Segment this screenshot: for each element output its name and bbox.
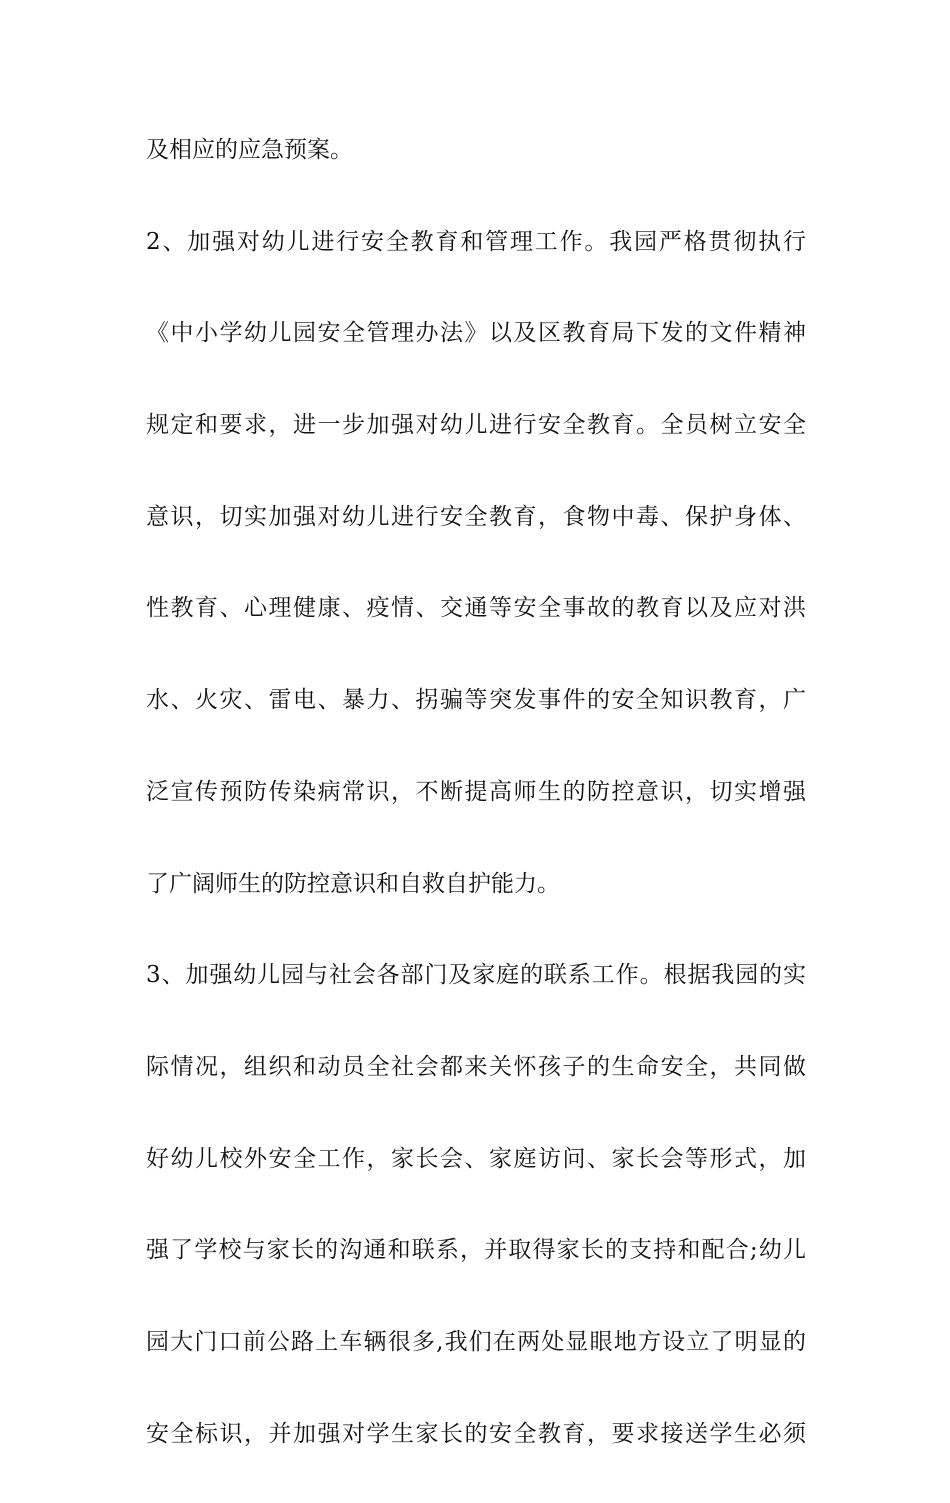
text-line-8: 泛宣传预防传染病常识，不断提高师生的防控意识，切实增强 [146,778,806,805]
document-body [146,128,806,1503]
text-line-1: 及相应的应急预案。 [146,137,353,163]
text-line-12: 好幼儿校外安全工作，家长会、家庭访问、家长会等形式，加 [146,1145,806,1172]
text-line-3: 《中小学幼儿园安全管理办法》以及区教育局下发的文件精神 [146,320,806,347]
text-line-2: 2、加强对幼儿进行安全教育和管理工作。我园严格贯彻执行 [146,228,806,255]
text-line-11: 际情况，组织和动员全社会都来关怀孩子的生命安全，共同做 [146,1053,806,1080]
text-line-10: 3、加强幼儿园与社会各部门及家庭的联系工作。根据我园的实 [146,962,806,989]
text-line-13: 强了学校与家长的沟通和联系，并取得家长的支持和配合;幼儿 [146,1237,806,1264]
text-line-6: 性教育、心理健康、疫情、交通等安全事故的教育以及应对洪 [146,595,806,622]
text-line-15: 安全标识，并加强对学生家长的安全教育，要求接送学生必须 [146,1420,806,1447]
text-line-14: 园大门口前公路上车辆很多,我们在两处显眼地方设立了明显的 [146,1328,806,1355]
text-line-5: 意识，切实加强对幼儿进行安全教育，食物中毒、保护身体、 [146,503,806,530]
text-line-9: 了广阔师生的防控意识和自救自护能力。 [146,870,560,897]
text-line-7: 水、火灾、雷电、暴力、拐骗等突发事件的安全知识教育，广 [146,687,806,714]
text-line-4: 规定和要求，进一步加强对幼儿进行安全教育。全员树立安全 [146,412,806,439]
